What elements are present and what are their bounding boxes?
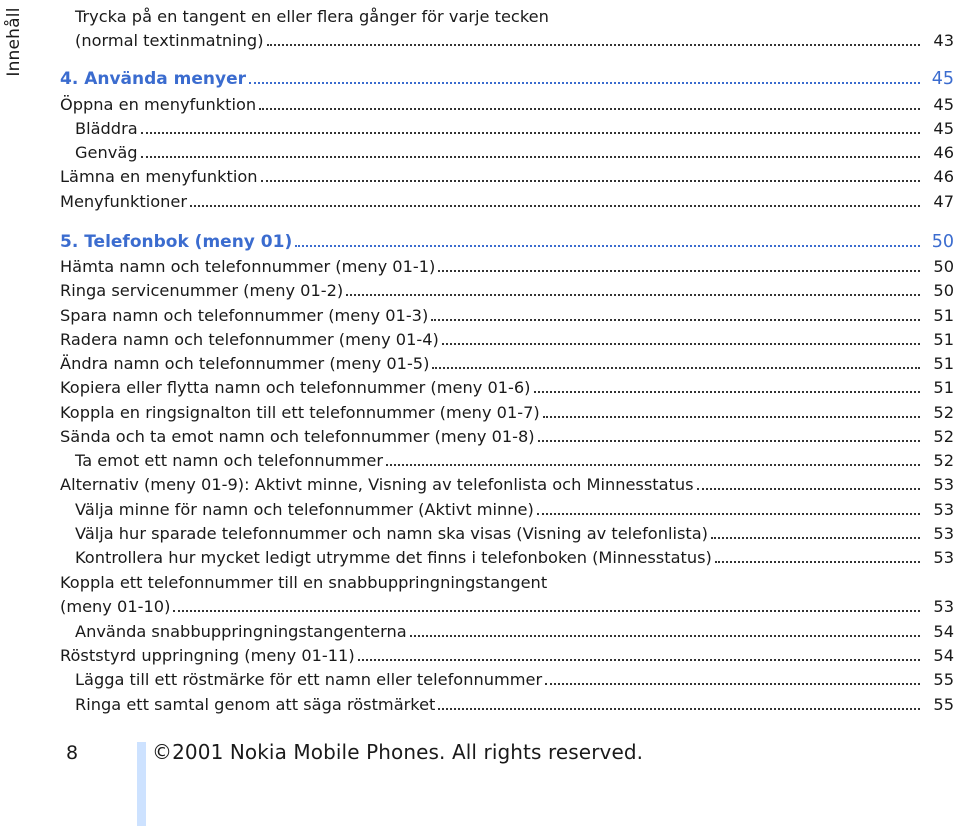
toc-entry-page: 45 [933, 95, 954, 114]
toc-entry-label: Ringa ett samtal genom att säga röstmärket [75, 695, 436, 714]
toc-entry-page: 53 [933, 500, 954, 519]
toc-entry[interactable] [60, 163, 954, 187]
dot-leader [261, 179, 920, 182]
toc-entry[interactable] [60, 326, 954, 350]
toc-entry-label: Röststyrd uppringning (meny 01-11) [60, 646, 355, 665]
toc-entry-page: 50 [931, 232, 954, 252]
toc-entry[interactable] [60, 253, 954, 277]
dot-leader [545, 682, 920, 685]
toc-entry-label: (normal textinmatning) [75, 31, 264, 50]
toc-entry[interactable] [60, 350, 954, 374]
toc-entry[interactable] [60, 691, 954, 715]
dot-leader [173, 609, 920, 612]
dot-leader [386, 463, 920, 466]
dot-leader [438, 269, 920, 272]
side-tab [0, 0, 28, 84]
dot-leader [295, 244, 920, 247]
toc-entry[interactable] [60, 423, 954, 447]
toc-entry-label: Kontrollera hur mycket ledigt utrymme det finns i telefonboken (Minnesstatus) [75, 548, 712, 567]
toc-entry-label: Välja hur sparade telefonnummer och namn ska visas (Visning av telefonlista) [75, 524, 708, 543]
toc-entry-page: 43 [933, 31, 954, 50]
toc-entry-label: Radera namn och telefonnummer (meny 01-4) [60, 330, 439, 349]
dot-leader [141, 131, 920, 134]
dot-leader [543, 415, 920, 418]
toc-entry-label: (meny 01-10) [60, 597, 171, 616]
dot-leader [141, 155, 920, 158]
toc-entry[interactable] [60, 544, 954, 568]
toc-entry-page: 55 [933, 670, 954, 689]
dot-leader [190, 204, 920, 207]
toc-entry-label: Ändra namn och telefonnummer (meny 01-5) [60, 354, 430, 373]
dot-leader [267, 43, 920, 46]
dot-leader [410, 634, 920, 637]
dot-leader [442, 342, 920, 345]
toc-entry[interactable] [60, 666, 954, 690]
toc-entry[interactable] [60, 27, 954, 51]
toc-entry-label: 5. Telefonbok (meny 01) [60, 232, 293, 252]
toc-entry-label: Alternativ (meny 01-9): Aktivt minne, Visning av telefonlista och Minnesstatus [60, 475, 694, 494]
toc-entry-label: Koppla ett telefonnummer till en snabbuppringningstangent [60, 573, 548, 592]
toc-entry-label: Genväg [75, 143, 138, 162]
dot-leader [697, 487, 920, 490]
dot-leader [432, 366, 920, 369]
toc-entry[interactable] [60, 188, 954, 212]
toc-entry-label: Hämta namn och telefonnummer (meny 01-1) [60, 257, 436, 276]
toc-entry-label: Använda snabbuppringningstangenterna [75, 622, 407, 641]
toc-chapter-entry[interactable] [60, 65, 954, 89]
toc-entry-page: 47 [933, 192, 954, 211]
toc-entry-label: Ringa servicenummer (meny 01-2) [60, 281, 344, 300]
toc-entry-page: 53 [933, 597, 954, 616]
toc-chapter-entry[interactable] [60, 228, 954, 252]
dot-leader [534, 390, 921, 393]
toc-entry-label: Spara namn och telefonnummer (meny 01-3) [60, 306, 429, 325]
toc-entry-label: Lägga till ett röstmärke för ett namn eller telefonnummer [75, 670, 543, 689]
toc-entry-page: 51 [933, 378, 954, 397]
toc-entry[interactable] [60, 496, 954, 520]
toc-entry-page: 45 [933, 119, 954, 138]
toc-entry[interactable] [60, 139, 954, 163]
toc-entry-label: Öppna en menyfunktion [60, 95, 257, 114]
toc-entry[interactable] [60, 115, 954, 139]
toc-entry-page: 52 [933, 403, 954, 422]
toc-entry[interactable] [60, 277, 954, 301]
toc-entry[interactable] [60, 593, 954, 617]
toc-entry-label: 4. Använda menyer [60, 69, 247, 89]
toc-entry-page: 46 [933, 167, 954, 186]
dot-leader [537, 512, 920, 515]
toc-entry[interactable] [60, 302, 954, 326]
toc-entry-page: 53 [933, 475, 954, 494]
page-number: 8 [66, 742, 79, 764]
toc-entry-page: 46 [933, 143, 954, 162]
toc-entry[interactable] [60, 399, 954, 423]
toc-entry-label: Trycka på en tangent en eller flera gånger för varje tecken [75, 7, 549, 26]
toc-entry-label: Kopiera eller flytta namn och telefonnummer (meny 01-6) [60, 378, 531, 397]
toc-entry-label: Sända och ta emot namn och telefonnummer (meny 01-8) [60, 427, 535, 446]
side-tab-label: Innehåll [4, 7, 24, 77]
toc-entry[interactable] [60, 520, 954, 544]
toc-entry-label: Välja minne för namn och telefonnummer (Aktivt minne) [75, 500, 534, 519]
toc-entry-page: 52 [933, 427, 954, 446]
footer-accent-bar [137, 742, 146, 826]
dot-leader [715, 560, 920, 563]
toc-entry[interactable] [60, 471, 954, 495]
toc-entry-page: 54 [933, 646, 954, 665]
toc-entry[interactable] [60, 91, 954, 115]
toc-entry-page: 50 [933, 281, 954, 300]
toc-entry-label: Ta emot ett namn och telefonnummer [75, 451, 384, 470]
toc-entry-page: 51 [933, 330, 954, 349]
toc-entry-page: 50 [933, 257, 954, 276]
toc-entry-label: Koppla en ringsignalton till ett telefonnummer (meny 01-7) [60, 403, 540, 422]
toc-entry-label: Bläddra [75, 119, 138, 138]
toc-entry-page: 55 [933, 695, 954, 714]
toc-entry-page: 51 [933, 306, 954, 325]
toc-entry[interactable] [60, 642, 954, 666]
toc-entry[interactable] [60, 374, 954, 398]
dot-leader [358, 658, 920, 661]
dot-leader [249, 81, 920, 84]
toc-entry[interactable] [60, 618, 954, 642]
toc-entry-page: 53 [933, 548, 954, 567]
toc-entry[interactable] [60, 569, 954, 593]
toc-entry-page: 54 [933, 622, 954, 641]
dot-leader [538, 439, 920, 442]
dot-leader [259, 107, 920, 110]
copyright-notice: ©2001 Nokia Mobile Phones. All rights reserved. [152, 740, 644, 764]
dot-leader [711, 536, 920, 539]
toc-entry-page: 52 [933, 451, 954, 470]
toc-entry-page: 53 [933, 524, 954, 543]
dot-leader [438, 707, 920, 710]
toc-entry-label: Lämna en menyfunktion [60, 167, 258, 186]
toc-entry-page: 51 [933, 354, 954, 373]
toc-entry-label: Menyfunktioner [60, 192, 187, 211]
dot-leader [346, 293, 920, 296]
dot-leader [431, 318, 920, 321]
toc-entry[interactable] [60, 447, 954, 471]
toc-entry-page: 45 [931, 69, 954, 89]
toc-entry[interactable] [60, 3, 954, 27]
